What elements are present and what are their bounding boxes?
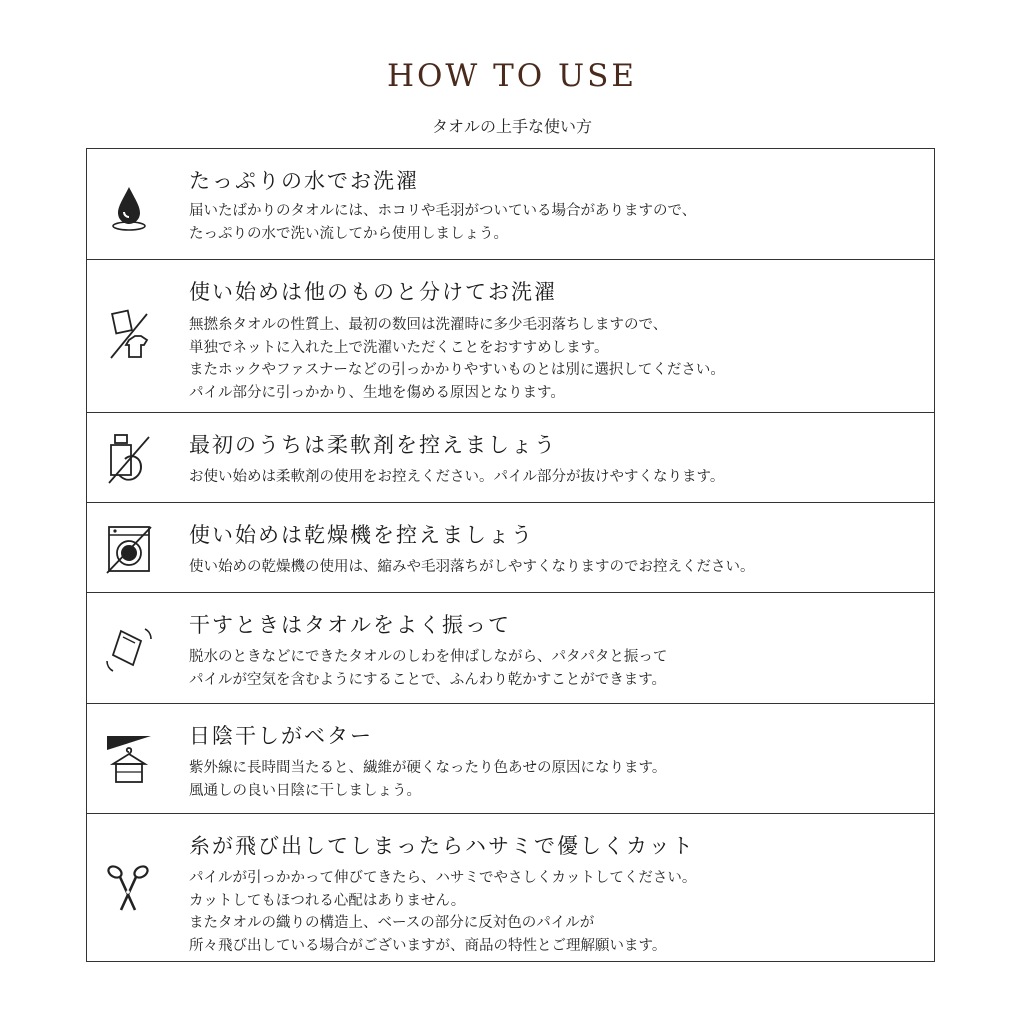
instruction-title: 使い始めは乾燥機を控えましょう <box>189 523 534 547</box>
instruction-body: 使い始めの乾燥機の使用は、縮みや毛羽落ちがしやすくなりますのでお控えください。 <box>189 559 755 575</box>
instruction-title: 最初のうちは柔軟剤を控えましょう <box>189 433 557 457</box>
shake-towel-icon <box>101 621 157 677</box>
instruction-row <box>87 592 934 703</box>
instruction-title: 干すときはタオルをよく振って <box>189 613 511 637</box>
instruction-body: 紫外線に長時間当たると、繊維が硬くなったり色あせの原因になります。 風通しの良い日陰に干しましょう。 <box>189 760 667 799</box>
separate-wash-icon <box>101 306 157 362</box>
page-subtitle: タオルの上手な使い方 <box>431 117 592 136</box>
no-softener-icon <box>101 431 157 487</box>
instruction-title: 使い始めは他のものと分けてお洗濯 <box>189 280 557 304</box>
instruction-title: 日陰干しがベター <box>189 724 373 748</box>
instruction-row <box>87 412 934 502</box>
instruction-row <box>87 502 934 592</box>
instruction-body: パイルが引っかかって伸びてきたら、ハサミでやさしくカットしてください。 カットしてもほつれる心配はありません。 またタオルの織りの構造上、ベースの部分に反対色のパイルが 所々飛び出している場合がございますが、商品の特性とご理解願います。 <box>189 870 697 954</box>
instruction-body: お使い始めは柔軟剤の使用をお控えください。パイル部分が抜けやすくなります。 <box>189 469 725 485</box>
instruction-row <box>87 813 934 961</box>
water-drop-icon <box>101 179 157 235</box>
instructions-table <box>86 148 935 962</box>
instruction-body: 無撚糸タオルの性質上、最初の数回は洗濯時に多少毛羽落ちしますので、 単独でネットに入れた上で洗濯いただくことをおすすめします。 またホックやファスナーなどの引っかかりやすいものとは別に選択してください。 パイル部分に引っかかり、生地を傷める原因となります。 <box>189 317 725 401</box>
instruction-row <box>87 703 934 813</box>
no-dryer-icon <box>101 521 157 577</box>
instruction-row <box>87 259 934 412</box>
instruction-body: 脱水のときなどにできたタオルのしわを伸ばしながら、パタパタと振って パイルが空気を含むようにすることで、ふんわり乾かすことができます。 <box>189 649 668 688</box>
instruction-row <box>87 149 934 259</box>
instruction-body: 届いたばかりのタオルには、ホコリや毛羽がついている場合がありますので、 たっぷりの水で洗い流してから使用しましょう。 <box>189 203 697 242</box>
shade-dry-icon <box>101 730 157 786</box>
page-title: HOW TO USE <box>386 58 638 94</box>
scissors-icon <box>101 860 157 916</box>
instruction-title: 糸が飛び出してしまったらハサミで優しくカット <box>189 834 695 858</box>
instruction-title: たっぷりの水でお洗濯 <box>189 169 419 193</box>
